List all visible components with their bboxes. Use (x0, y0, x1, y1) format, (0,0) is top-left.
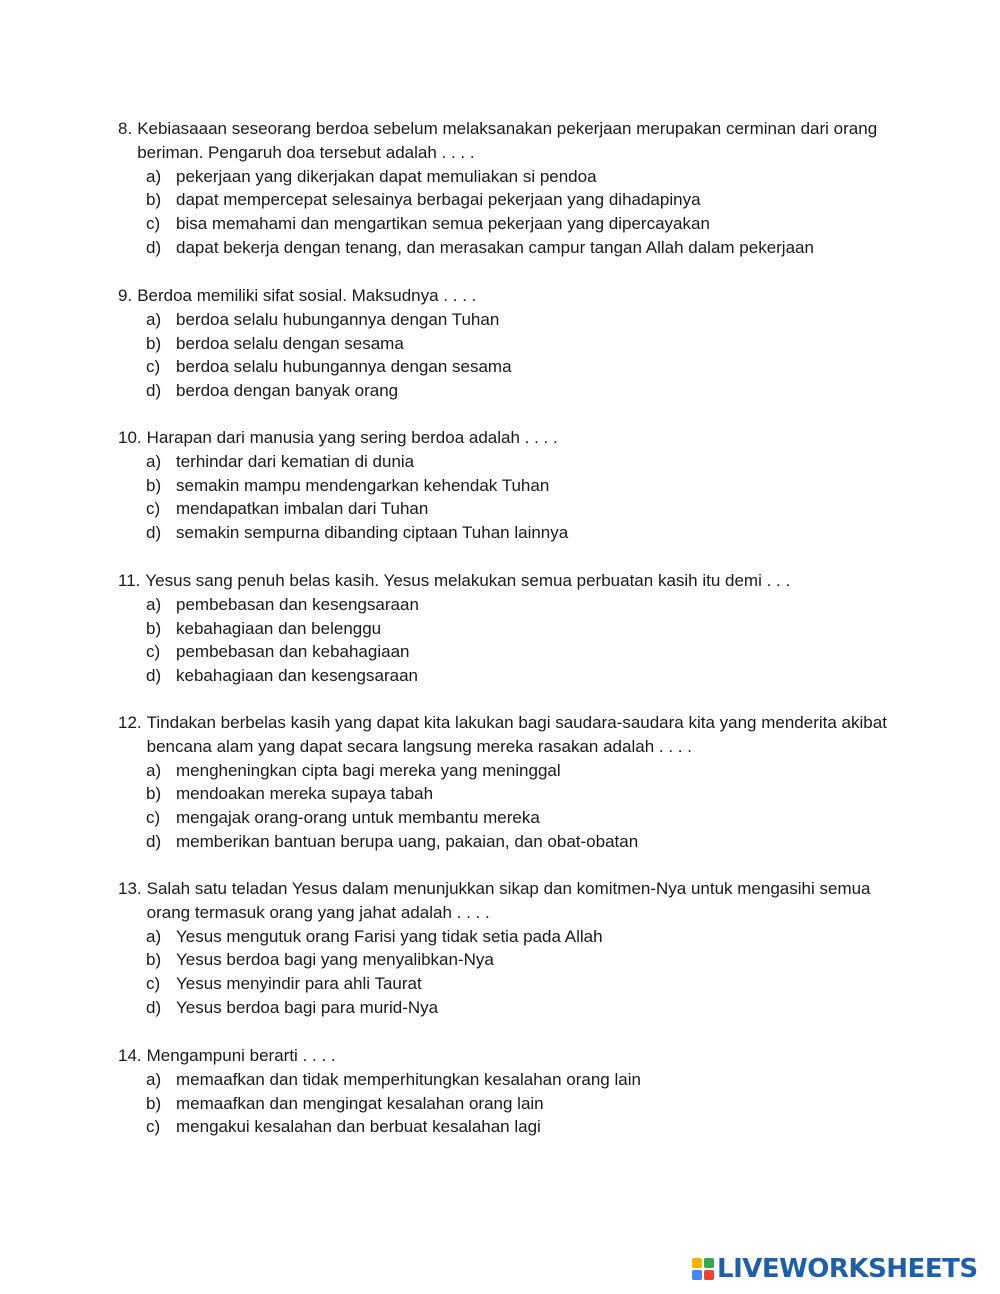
question-text: Mengampuni berarti . . . . (146, 1046, 336, 1065)
option-item (118, 1115, 898, 1139)
question-9 (118, 284, 898, 403)
option-text: Yesus mengutuk orang Farisi yang tidak setia pada Allah (176, 926, 603, 946)
option-text: memaafkan dan mengingat kesalahan orang lain (176, 1093, 544, 1113)
option-text: berdoa selalu hubungannya dengan Tuhan (176, 309, 500, 329)
question-number: 13. (118, 879, 142, 898)
option-item (118, 806, 898, 830)
question-text: Harapan dari manusia yang sering berdoa adalah . . . . (146, 428, 558, 447)
logo-wordmark: LIVEWORKSHEETS (717, 1254, 978, 1284)
option-text: mengheningkan cipta bagi mereka yang meninggal (176, 760, 561, 780)
option-text: semakin sempurna dibanding ciptaan Tuhan lainnya (176, 523, 569, 543)
option-item (118, 188, 898, 212)
question-number: 12. (118, 713, 142, 732)
option-text: berdoa dengan banyak orang (176, 381, 399, 401)
option-item (118, 379, 898, 403)
option-item (118, 759, 898, 783)
option-letter: a) (146, 1069, 162, 1089)
question-text: Yesus sang penuh belas kasih. Yesus melakukan semua perbuatan kasih itu demi . . . (145, 571, 791, 590)
option-letter: a) (146, 309, 162, 329)
option-text: Yesus berdoa bagi yang menyalibkan-Nya (176, 950, 494, 970)
option-text: mendoakan mereka supaya tabah (176, 784, 434, 804)
option-text: memberikan bantuan berupa uang, pakaian, dan obat-obatan (176, 831, 639, 851)
option-letter: d) (146, 666, 162, 686)
option-letter: a) (146, 760, 162, 780)
question-11 (118, 569, 898, 688)
option-item (118, 212, 898, 236)
option-item (118, 925, 898, 949)
option-text: pekerjaan yang dikerjakan dapat memuliakan si pendoa (176, 166, 597, 186)
option-letter: d) (146, 831, 162, 851)
question-10 (118, 426, 898, 545)
option-text: kebahagiaan dan kesengsaraan (176, 666, 418, 686)
option-item (118, 355, 898, 379)
question-13 (118, 877, 898, 1020)
option-item (118, 1092, 898, 1116)
option-item (118, 521, 898, 545)
option-letter: a) (146, 926, 162, 946)
option-text: mengakui kesalahan dan berbuat kesalahan lagi (176, 1117, 541, 1137)
question-number: 10. (118, 428, 142, 447)
option-list (118, 165, 898, 260)
option-letter: c) (146, 974, 161, 994)
option-item (118, 497, 898, 521)
option-letter: a) (146, 594, 162, 614)
option-letter: c) (146, 808, 161, 828)
option-text: bisa memahami dan mengartikan semua pekerjaan yang dipercayakan (176, 214, 710, 234)
option-letter: a) (146, 451, 162, 471)
question-number: 9. (118, 286, 133, 305)
logo-mark-square (692, 1258, 702, 1268)
logo-mark-square (692, 1270, 702, 1280)
option-item (118, 640, 898, 664)
option-text: terhindar dari kematian di dunia (176, 451, 415, 471)
option-letter: b) (146, 333, 162, 353)
option-text: Yesus berdoa bagi para murid-Nya (176, 997, 439, 1017)
option-list (118, 593, 898, 688)
option-letter: a) (146, 166, 162, 186)
option-letter: c) (146, 499, 161, 519)
option-letter: b) (146, 1093, 162, 1113)
question-14 (118, 1044, 898, 1139)
question-8 (118, 117, 898, 260)
option-letter: c) (146, 357, 161, 377)
option-text: memaafkan dan tidak memperhitungkan kesalahan orang lain (176, 1069, 641, 1089)
option-item (118, 996, 898, 1020)
option-letter: b) (146, 618, 162, 638)
liveworksheets-logo (692, 1254, 978, 1284)
option-text: mendapatkan imbalan dari Tuhan (176, 499, 429, 519)
option-letter: d) (146, 381, 162, 401)
liveworksheets-logo-icon (692, 1258, 714, 1280)
question-number: 11. (118, 571, 141, 590)
option-text: berdoa selalu hubungannya dengan sesama (176, 357, 512, 377)
option-item (118, 617, 898, 641)
option-text: dapat bekerja dengan tenang, dan merasakan campur tangan Allah dalam pekerjaan (176, 237, 814, 257)
option-list (118, 1068, 898, 1139)
option-item (118, 830, 898, 854)
option-letter: d) (146, 237, 162, 257)
option-letter: b) (146, 784, 162, 804)
option-text: pembebasan dan kebahagiaan (176, 642, 410, 662)
question-text: Salah satu teladan Yesus dalam menunjukkan sikap dan komitmen-Nya untuk mengasihi semua orang termasuk orang yang jahat adalah . . . . (146, 879, 871, 922)
option-text: berdoa selalu dengan sesama (176, 333, 404, 353)
option-item (118, 308, 898, 332)
option-item (118, 782, 898, 806)
question-number: 14. (118, 1046, 142, 1065)
question-number: 8. (118, 119, 133, 138)
option-text: kebahagiaan dan belenggu (176, 618, 382, 638)
option-item (118, 593, 898, 617)
option-item (118, 165, 898, 189)
option-list (118, 759, 898, 854)
logo-mark-square (704, 1270, 714, 1280)
option-item (118, 236, 898, 260)
option-letter: c) (146, 1117, 161, 1137)
option-text: semakin mampu mendengarkan kehendak Tuhan (176, 475, 550, 495)
option-text: mengajak orang-orang untuk membantu mereka (176, 808, 540, 828)
option-letter: d) (146, 997, 162, 1017)
option-letter: c) (146, 642, 161, 662)
option-item (118, 664, 898, 688)
option-list (118, 450, 898, 545)
option-text: Yesus menyindir para ahli Taurat (176, 974, 422, 994)
question-text: Tindakan berbelas kasih yang dapat kita lakukan bagi saudara-saudara kita yang menderita akibat bencana alam yang dapat secara langsung mereka rasakan adalah . . . . (146, 713, 887, 756)
option-text: pembebasan dan kesengsaraan (176, 594, 419, 614)
question-text: Kebiasaaan seseorang berdoa sebelum melaksanakan pekerjaan merupakan cerminan dari orang beriman. Pengaruh doa tersebut adalah . . . . (137, 119, 878, 162)
option-text: dapat mempercepat selesainya berbagai pekerjaan yang dihadapinya (176, 190, 701, 210)
option-item (118, 474, 898, 498)
question-text: Berdoa memiliki sifat sosial. Maksudnya . . . . (137, 286, 477, 305)
option-letter: c) (146, 214, 161, 234)
option-item (118, 450, 898, 474)
option-item (118, 972, 898, 996)
option-item (118, 1068, 898, 1092)
option-list (118, 925, 898, 1020)
option-letter: b) (146, 950, 162, 970)
option-item (118, 948, 898, 972)
option-letter: b) (146, 475, 162, 495)
option-letter: b) (146, 190, 162, 210)
option-item (118, 332, 898, 356)
option-list (118, 308, 898, 403)
question-12 (118, 711, 898, 854)
logo-mark-square (704, 1258, 714, 1268)
option-letter: d) (146, 523, 162, 543)
